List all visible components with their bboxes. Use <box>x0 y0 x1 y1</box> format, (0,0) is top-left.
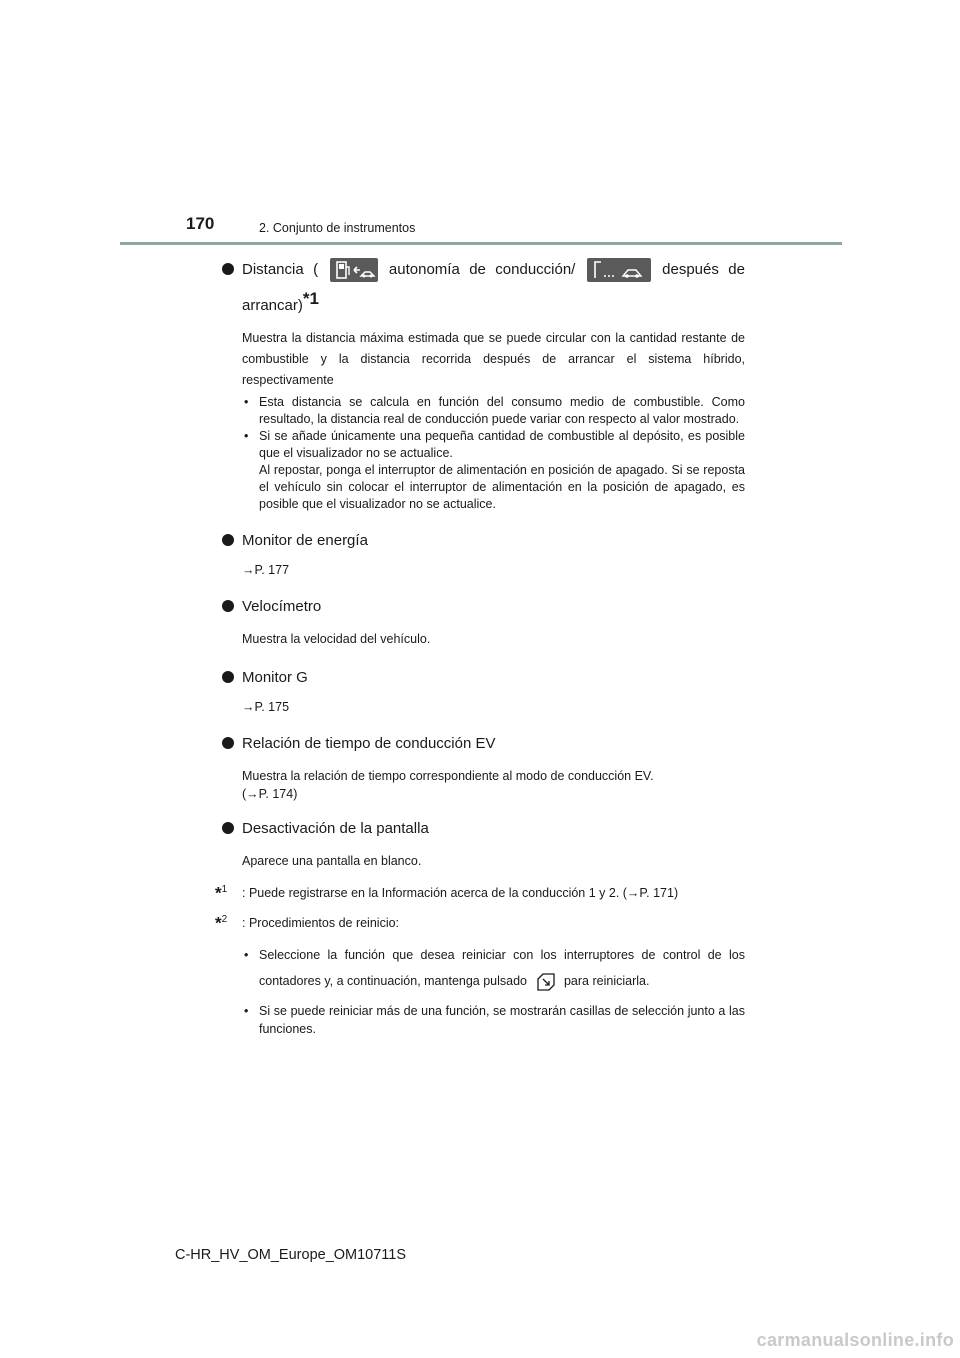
distance-after-start-icon <box>587 258 651 282</box>
bullet-dot <box>222 822 234 834</box>
reset-procedure-list <box>220 942 745 1038</box>
bullet-dot <box>222 534 234 546</box>
list-item <box>242 394 745 428</box>
footnote-ref-1: *1 <box>302 289 319 308</box>
item-heading-monitor-g <box>220 664 745 691</box>
heading-text: Desactivación de la pantalla <box>242 820 429 837</box>
footnote-1 <box>215 883 745 903</box>
bullet-dot <box>222 600 234 612</box>
bullet-dot: • <box>244 948 249 962</box>
footnote-2 <box>215 913 745 933</box>
footnote-text: : Procedimientos de reinicio: <box>242 916 400 930</box>
fuel-pump-range-icon <box>330 258 378 282</box>
footnote-marker: *$^2$ <box>215 913 228 933</box>
footnote-marker: *$^1$ <box>215 883 228 903</box>
page-reference: →P. 177 <box>242 563 290 577</box>
item-description: Aparece una pantalla en blanco. <box>242 854 422 868</box>
page-reference: (→P. 174) <box>242 787 298 801</box>
bullet-dot <box>222 263 234 275</box>
watermark: carmanualsonline.info <box>756 1330 954 1350</box>
item-description: Muestra la relación de tiempo correspondiente al modo de conducción EV. <box>242 769 654 783</box>
header-rule <box>120 242 842 245</box>
page-content <box>215 256 745 1038</box>
item-heading-relacion-ev <box>220 730 745 757</box>
heading-part: Distancia ( <box>242 261 319 278</box>
bullet-dot: • <box>244 1004 249 1018</box>
chapter-title: 2. Conjunto de instrumentos <box>259 221 416 235</box>
procedure-text: Si se puede reiniciar más de una función, se mostrarán casillas de selección junto a las funciones. <box>259 1004 745 1036</box>
note-text: Al repostar, ponga el interruptor de alimentación en posición de apagado. Si se reposta el vehículo sin colocar el interruptor de alimentación en la posición de apagado, es posible que el visualizador no se actualice. <box>259 463 745 511</box>
page-reference: →P. 175 <box>242 700 290 714</box>
list-item <box>242 1002 745 1038</box>
heading-text: Monitor de energía <box>242 532 368 549</box>
item-description: Muestra la distancia máxima estimada que se puede circular con la cantidad restante de combustible y la distancia recorrida después de arrancar el sistema híbrido, respectivamente <box>242 331 745 387</box>
bullet-dot: • <box>244 395 249 409</box>
bullet-dot <box>222 737 234 749</box>
item-heading-distancia-cont <box>220 285 745 319</box>
note-text: Si se añade únicamente una pequeña cantidad de combustible al depósito, es posible que el visualizador no se actualice. <box>259 429 745 460</box>
bullet-dot <box>222 671 234 683</box>
procedure-text: para reiniciarla. <box>563 974 650 988</box>
heading-text: Relación de tiempo de conducción EV <box>242 735 496 752</box>
list-item <box>242 428 745 513</box>
item-heading-velocimetro <box>220 593 745 620</box>
item-heading-desactivacion <box>220 815 745 842</box>
page-number: 170 <box>186 214 215 233</box>
procedure-text: Seleccione la función que desea reiniciar con los interruptores de control de los contadores y, a continuación, mantenga pulsado <box>259 948 745 988</box>
heading-part: arrancar) <box>242 297 303 314</box>
list-item <box>242 942 745 994</box>
footnote-text: : Puede registrarse en la Información acerca de la conducción 1 y 2. (→P. 171) <box>242 886 679 900</box>
heading-text: Velocímetro <box>242 598 322 615</box>
heading-part: autonomía de conducción/ <box>388 261 576 278</box>
heading-part: después de <box>662 261 745 278</box>
item-heading-distancia <box>220 256 745 283</box>
item-description: Muestra la velocidad del vehículo. <box>242 632 431 646</box>
bullet-dot: • <box>244 429 249 443</box>
item-heading-monitor-energia <box>220 527 745 554</box>
document-code: C-HR_HV_OM_Europe_OM10711S <box>175 1247 407 1263</box>
note-list <box>220 394 745 513</box>
enter-button-icon <box>535 971 557 993</box>
note-text: Esta distancia se calcula en función del consumo medio de combustible. Como resultado, la distancia real de conducción puede variar con respecto al valor mostrado. <box>259 395 745 426</box>
heading-text: Monitor G <box>242 669 308 686</box>
